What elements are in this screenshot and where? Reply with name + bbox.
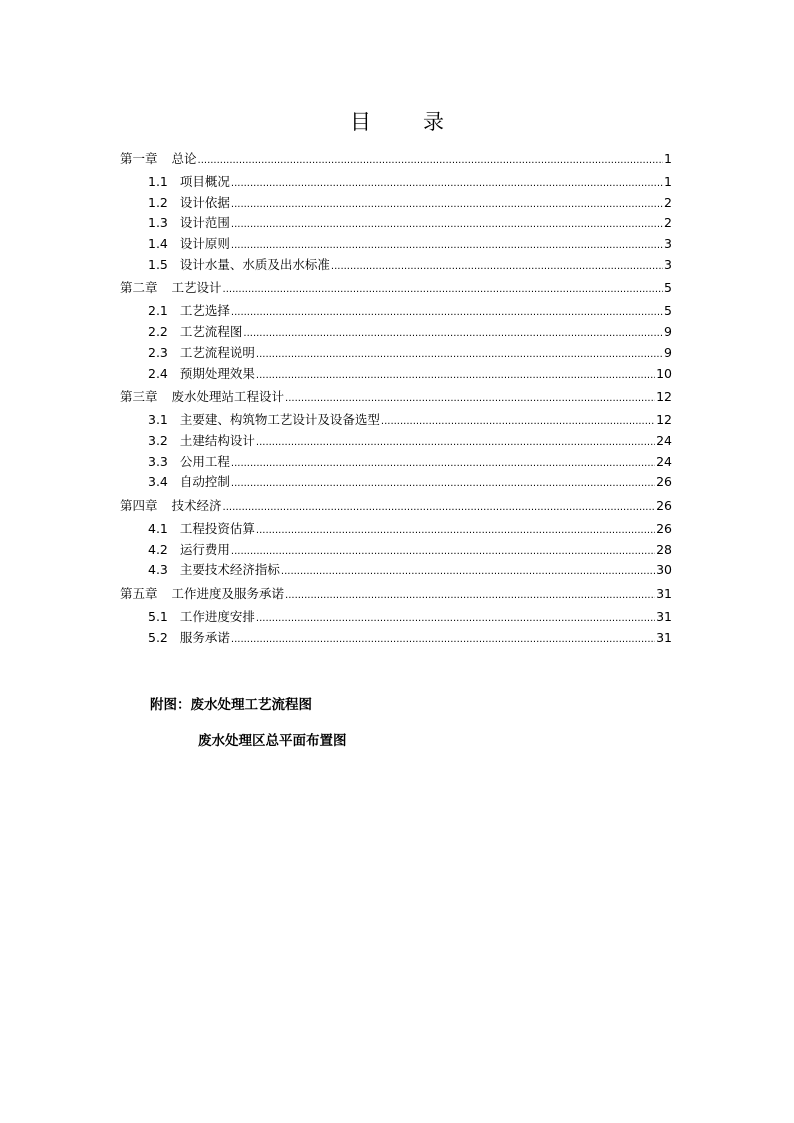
toc-entry-label [148, 322, 242, 343]
toc-entry-number: 2.2 [148, 324, 168, 340]
toc-entry-title: 工艺选择 [179, 303, 230, 319]
toc-dot-leader [256, 343, 663, 366]
toc-entry-label [148, 472, 230, 493]
toc-entry-number: 1.2 [148, 194, 168, 210]
toc-entry-label [148, 255, 330, 276]
toc-chapter-row[interactable] [120, 146, 672, 172]
toc-entry-number: 第二章 [120, 280, 158, 296]
toc-page-number: 24 [656, 432, 672, 448]
toc-entry-label [148, 343, 255, 364]
toc-section-row[interactable] [120, 519, 672, 540]
toc-page-number: 5 [664, 280, 672, 296]
toc-entry-number: 3.3 [148, 453, 168, 469]
toc-page-number: 2 [664, 194, 672, 210]
toc-section-row[interactable] [120, 301, 672, 322]
toc-entry-label [120, 146, 197, 172]
toc-entry-label [148, 452, 230, 473]
toc-entry-title: 工作进度及服务承诺 [171, 586, 285, 601]
toc-entry-number: 5.2 [148, 629, 168, 645]
toc-dot-leader [231, 172, 663, 195]
toc-section-row[interactable] [120, 472, 672, 493]
toc-entry-title: 工艺流程图 [179, 324, 243, 340]
toc-dot-leader [231, 234, 663, 257]
toc-entry-title: 预期处理效果 [179, 365, 255, 381]
toc-page-number: 5 [664, 303, 672, 319]
toc-section-row[interactable] [120, 172, 672, 193]
toc-entry-title: 技术经济 [171, 497, 222, 513]
toc-section-row[interactable] [120, 452, 672, 473]
toc-page-number: 2 [664, 215, 672, 231]
toc-chapter-row[interactable] [120, 275, 672, 301]
toc-entry-label [148, 364, 255, 385]
toc-entry-title: 运行费用 [179, 541, 230, 557]
toc-page-number: 31 [656, 586, 672, 601]
toc-page-number: 1 [664, 174, 672, 189]
toc-dot-leader [223, 493, 656, 521]
toc-dot-leader [256, 607, 655, 630]
toc-dot-leader [285, 581, 655, 609]
toc-dot-leader [223, 275, 664, 303]
toc-section-row[interactable] [120, 364, 672, 385]
toc-entry-number: 第四章 [120, 497, 158, 513]
toc-page-number: 26 [656, 497, 672, 513]
toc-entry-label [148, 560, 280, 581]
table-of-contents [120, 146, 672, 648]
toc-entry-title: 项目概况 [179, 174, 230, 189]
toc-dot-leader [256, 364, 655, 387]
toc-entry-number: 2.4 [148, 365, 168, 381]
toc-page-number: 12 [656, 412, 672, 428]
toc-entry-title: 设计依据 [179, 194, 230, 210]
toc-entry-number: 3.2 [148, 432, 168, 448]
toc-entry-label [148, 234, 230, 255]
toc-section-row[interactable] [120, 213, 672, 234]
toc-entry-title: 工作进度安排 [179, 609, 255, 624]
toc-dot-leader [281, 560, 655, 583]
toc-section-row[interactable] [120, 560, 672, 581]
toc-entry-label [120, 384, 284, 410]
toc-entry-number: 第五章 [120, 586, 158, 601]
toc-entry-label [148, 519, 255, 540]
toc-entry-number: 3.1 [148, 412, 168, 428]
toc-page-number: 24 [656, 453, 672, 469]
toc-page-number: 31 [656, 629, 672, 645]
toc-section-row[interactable] [120, 255, 672, 276]
toc-page-number: 3 [664, 236, 672, 252]
toc-entry-title: 土建结构设计 [179, 432, 255, 448]
toc-dot-leader [231, 452, 655, 475]
toc-page-number: 1 [664, 151, 672, 166]
toc-dot-leader [231, 540, 655, 563]
toc-entry-number: 2.3 [148, 344, 168, 360]
toc-entry-label [120, 493, 222, 519]
toc-entry-title: 工艺设计 [171, 280, 222, 296]
toc-entry-title: 设计原则 [179, 236, 230, 252]
toc-entry-label [148, 410, 380, 431]
toc-entry-number: 1.1 [148, 174, 168, 189]
toc-page-number: 3 [664, 256, 672, 272]
title-char-2: 录 [423, 110, 444, 134]
toc-dot-leader [231, 213, 663, 236]
toc-dot-leader [231, 301, 663, 324]
toc-entry-title: 设计范围 [179, 215, 230, 231]
toc-dot-leader [243, 322, 663, 345]
toc-entry-title: 自动控制 [179, 474, 230, 490]
toc-entry-number: 4.2 [148, 541, 168, 557]
toc-entry-title: 废水处理站工程设计 [171, 389, 285, 405]
toc-section-row[interactable] [120, 540, 672, 561]
page-title [0, 106, 794, 136]
toc-page-number: 30 [656, 562, 672, 578]
toc-dot-leader [381, 410, 655, 433]
toc-page-number: 10 [656, 365, 672, 381]
toc-entry-number: 1.4 [148, 236, 168, 252]
toc-section-row[interactable] [120, 193, 672, 214]
toc-entry-title: 公用工程 [179, 453, 230, 469]
toc-entry-label [148, 193, 230, 214]
toc-chapter-row[interactable] [120, 493, 672, 519]
toc-section-row[interactable] [120, 322, 672, 343]
appendix-line-1: 附图：废水处理工艺流程图 [150, 697, 312, 713]
toc-dot-leader [331, 255, 663, 278]
toc-entry-number: 3.4 [148, 474, 168, 490]
toc-entry-label [148, 213, 230, 234]
toc-page-number: 31 [656, 609, 672, 624]
toc-chapter-row[interactable] [120, 384, 672, 410]
toc-entry-title: 总论 [171, 151, 197, 166]
toc-dot-leader [256, 519, 655, 542]
toc-entry-number: 1.5 [148, 256, 168, 272]
toc-entry-number: 4.3 [148, 562, 168, 578]
toc-entry-title: 服务承诺 [179, 629, 230, 645]
toc-entry-title: 主要建、构筑物工艺设计及设备选型 [179, 412, 380, 428]
toc-section-row[interactable] [120, 234, 672, 255]
toc-entry-title: 设计水量、水质及出水标准 [179, 256, 330, 272]
toc-entry-title: 工艺流程说明 [179, 344, 255, 360]
toc-dot-leader [231, 472, 655, 495]
toc-entry-label [120, 581, 284, 607]
toc-page-number: 9 [664, 324, 672, 340]
toc-page-number: 26 [656, 474, 672, 490]
toc-entry-number: 4.1 [148, 520, 168, 536]
appendix-line-2: 废水处理区总平面布置图 [198, 733, 347, 749]
toc-page-number: 9 [664, 344, 672, 360]
toc-entry-label [148, 301, 230, 322]
toc-entry-number: 第三章 [120, 389, 158, 405]
toc-section-row[interactable] [120, 343, 672, 364]
toc-section-row[interactable] [120, 410, 672, 431]
toc-section-row[interactable] [120, 607, 672, 628]
toc-entry-label [120, 275, 222, 301]
toc-entry-number: 2.1 [148, 303, 168, 319]
toc-entry-number: 5.1 [148, 609, 168, 624]
toc-dot-leader [256, 431, 655, 454]
toc-entry-title: 主要技术经济指标 [179, 562, 280, 578]
toc-entry-label [148, 540, 230, 561]
toc-entry-number: 1.3 [148, 215, 168, 231]
title-char-1: 目 [350, 110, 371, 134]
toc-page-number: 28 [656, 541, 672, 557]
toc-page-number: 26 [656, 520, 672, 536]
toc-section-row[interactable] [120, 628, 672, 649]
toc-entry-title: 工程投资估算 [179, 520, 255, 536]
toc-page-number: 12 [656, 389, 672, 405]
toc-dot-leader [231, 193, 663, 216]
toc-dot-leader [285, 384, 655, 412]
toc-entry-label [148, 172, 230, 193]
toc-dot-leader [231, 628, 655, 651]
toc-section-row[interactable] [120, 431, 672, 452]
toc-entry-number: 第一章 [120, 151, 158, 166]
toc-chapter-row[interactable] [120, 581, 672, 607]
toc-entry-label [148, 431, 255, 452]
toc-dot-leader [198, 146, 664, 174]
toc-entry-label [148, 607, 255, 628]
toc-entry-label [148, 628, 230, 649]
